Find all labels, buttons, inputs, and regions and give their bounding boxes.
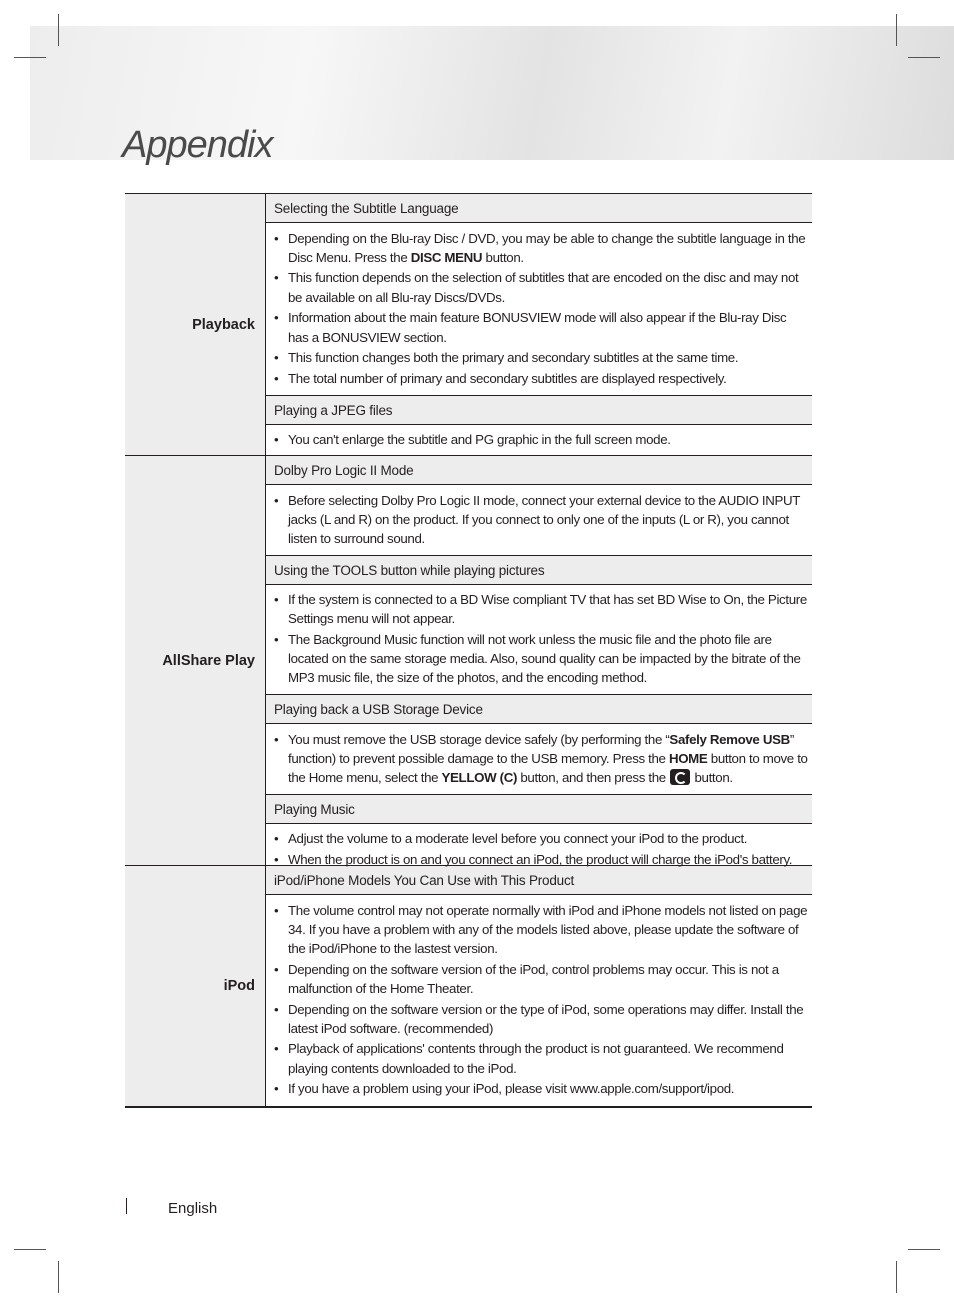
list-item: • This function changes both the primary and secondary subtitles at the same time. — [274, 348, 808, 367]
section-playback — [125, 193, 812, 455]
list-item: • Information about the main feature BONUSVIEW mode will also appear if the Blu-ray Disc has a BONUSVIEW section. — [274, 308, 808, 346]
return-icon — [670, 769, 690, 785]
topic-body — [266, 223, 812, 396]
list-item: • When the product is on and you connect an iPod, the product will charge the iPod's battery. — [274, 850, 808, 869]
topic-heading: iPod/iPhone Models You Can Use with This Product — [266, 866, 812, 895]
topic-heading: Using the TOOLS button while playing pictures — [266, 556, 812, 585]
list-item: • You must remove the USB storage device safely (by performing the “Safely Remove USB” function) to prevent possible damage to the USB memory. Press the HOME button to move to the Home menu, select the YELLOW (C) button, and then press the button. — [274, 730, 808, 788]
crop-mark — [908, 57, 940, 58]
topic-body — [266, 425, 812, 456]
footer-divider — [126, 1198, 127, 1214]
topic-heading: Selecting the Subtitle Language — [266, 194, 812, 223]
list-item: • Depending on the software version or the type of iPod, some operations may differ. Install the latest iPod software. (recommended) — [274, 1000, 808, 1038]
crop-mark — [896, 14, 897, 46]
topic-body — [266, 485, 812, 556]
list-item: • Depending on the software version of the iPod, control problems may occur. This is not a malfunction of the Home Theater. — [274, 960, 808, 998]
category-label: AllShare Play — [125, 456, 266, 865]
topic-body — [266, 824, 812, 876]
list-item: • Playback of applications' contents through the product is not guaranteed. We recommend playing contents downloaded to the iPod. — [274, 1039, 808, 1077]
crop-mark — [896, 1261, 897, 1293]
topic-heading: Playing a JPEG files — [266, 396, 812, 425]
crop-mark — [58, 14, 59, 46]
list-item: • Adjust the volume to a moderate level before you connect your iPod to the product. — [274, 829, 808, 848]
crop-mark — [908, 1249, 940, 1250]
section-content — [266, 194, 812, 455]
list-item: • If the system is connected to a BD Wise compliant TV that has set BD Wise to On, the Picture Settings menu will not appear. — [274, 590, 808, 628]
section-allshare-play — [125, 455, 812, 865]
category-label: Playback — [125, 194, 266, 455]
topic-heading: Playing Music — [266, 795, 812, 824]
topic-heading: Dolby Pro Logic II Mode — [266, 456, 812, 485]
list-item: • The Background Music function will not work unless the music file and the photo file are located on the same storage media. Also, sound quality can be impacted by the bitrate of the MP3 music file, the size of the photos, and the encoding method. — [274, 630, 808, 688]
list-item: • Before selecting Dolby Pro Logic II mode, connect your external device to the AUDIO INPUT jacks (L and R) on the product. If you connect to only one of the inputs (L or R), you cannot listen to surround sound. — [274, 491, 808, 549]
list-item: • You can't enlarge the subtitle and PG graphic in the full screen mode. — [274, 430, 808, 449]
list-item: • The total number of primary and secondary subtitles are displayed respectively. — [274, 369, 808, 388]
section-ipod — [125, 865, 812, 1108]
appendix-table — [125, 193, 812, 1108]
list-item: • If you have a problem using your iPod, please visit www.apple.com/support/ipod. — [274, 1079, 808, 1098]
category-label: iPod — [125, 866, 266, 1106]
crop-mark — [14, 1249, 46, 1250]
page-title: Appendix — [122, 124, 273, 166]
list-item: • This function depends on the selection of subtitles that are encoded on the disc and may not be available on all Blu-ray Discs/DVDs. — [274, 268, 808, 306]
section-content — [266, 456, 812, 865]
crop-mark — [58, 1261, 59, 1293]
topic-heading: Playing back a USB Storage Device — [266, 695, 812, 724]
topic-body — [266, 895, 812, 1105]
section-content — [266, 866, 812, 1106]
list-item: • The volume control may not operate normally with iPod and iPhone models not listed on page 34. If you have a problem with any of the models listed above, please update the software of the iPod/iPhone to the lastest version. — [274, 901, 808, 959]
footer-language: English — [168, 1200, 218, 1217]
crop-mark — [14, 57, 46, 58]
topic-body — [266, 585, 812, 696]
list-item: • Depending on the Blu-ray Disc / DVD, you may be able to change the subtitle language in the Disc Menu. Press the DISC MENU button. — [274, 229, 808, 267]
topic-body — [266, 724, 812, 795]
